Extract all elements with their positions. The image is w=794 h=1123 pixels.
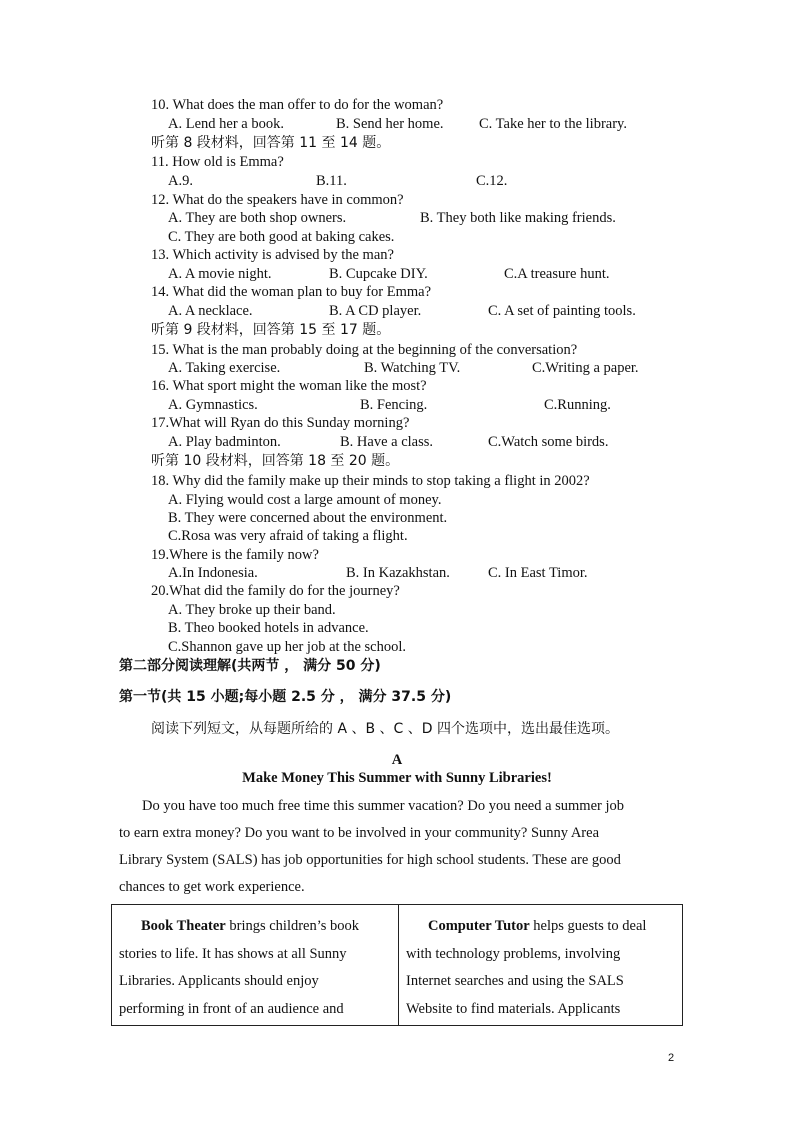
question-18: 18. Why did the family make up their minds to stop taking a flight in 2002? xyxy=(151,473,590,489)
question-10: 10. What does the man offer to do for the woman? xyxy=(151,97,444,113)
question-16: 16. What sport might the woman like the most? xyxy=(151,378,427,394)
q17-option-b: B. Have a class. xyxy=(340,434,434,450)
q16-option-a: A. Gymnastics. xyxy=(168,397,258,413)
intro-line-3: Library System (SALS) has job opportunities for high school students. These are good xyxy=(119,852,621,868)
table-divider xyxy=(398,905,399,1025)
q12-option-c: C. They are both good at baking cakes. xyxy=(168,229,395,245)
book-theater-heading: Book Theater xyxy=(141,918,226,934)
q10-option-a: A. Lend her a book. xyxy=(168,116,284,132)
q15-option-a: A. Taking exercise. xyxy=(168,360,281,376)
material-note-10: 听第 10 段材料，回答第 18 至 20 题。 xyxy=(151,453,400,469)
book-theater-line-1: brings children’s book xyxy=(225,918,360,934)
book-theater-line-2: stories to life. It has shows at all Sunny xyxy=(119,945,347,962)
q10-option-c: C. Take her to the library. xyxy=(479,116,627,132)
q14-option-b: B. A CD player. xyxy=(329,303,422,319)
q15-option-b: B. Watching TV. xyxy=(364,360,461,376)
computer-tutor-line-1: helps guests to deal xyxy=(529,918,647,934)
computer-tutor-heading: Computer Tutor xyxy=(428,918,530,934)
q19-option-a: A.In Indonesia. xyxy=(168,565,258,581)
material-note-9: 听第 9 段材料，回答第 15 至 17 题。 xyxy=(151,322,391,338)
question-20: 20.What did the family do for the journey? xyxy=(151,583,400,599)
question-15: 15. What is the man probably doing at the beginning of the conversation? xyxy=(151,342,578,358)
q18-option-c: C.Rosa was very afraid of taking a flight. xyxy=(168,528,408,544)
q10-option-b: B. Send her home. xyxy=(336,116,444,132)
question-19: 19.Where is the family now? xyxy=(151,547,319,563)
page-number: 2 xyxy=(668,1052,675,1064)
q16-option-c: C.Running. xyxy=(544,397,611,413)
question-11: 11. How old is Emma? xyxy=(151,154,284,170)
reading-instruction: 阅读下列短文，从每题所给的 A 、B 、C 、D 四个选项中，选出最佳选项。 xyxy=(151,721,619,737)
q20-option-a: A. They broke up their band. xyxy=(168,602,336,618)
q18-option-b: B. They were concerned about the environment. xyxy=(168,510,448,526)
q12-option-a: A. They are both shop owners. xyxy=(168,210,347,226)
computer-tutor-line-4: Website to find materials. Applicants xyxy=(406,1000,621,1017)
q16-option-b: B. Fencing. xyxy=(360,397,428,413)
q11-option-b: B.11. xyxy=(316,173,347,189)
question-17: 17.What will Ryan do this Sunday morning? xyxy=(151,415,410,431)
intro-line-2: to earn extra money? Do you want to be involved in your community? Sunny Area xyxy=(119,825,600,841)
intro-line-4: chances to get work experience. xyxy=(119,879,305,895)
q17-option-c: C.Watch some birds. xyxy=(488,434,609,450)
q12-option-b: B. They both like making friends. xyxy=(420,210,616,226)
q15-option-c: C.Writing a paper. xyxy=(532,360,639,376)
intro-line-1: Do you have too much free time this summer vacation? Do you need a summer job xyxy=(142,798,624,814)
book-theater-line-4: performing in front of an audience and xyxy=(119,1000,344,1017)
q19-option-c: C. In East Timor. xyxy=(488,565,588,581)
q13-option-c: C.A treasure hunt. xyxy=(504,266,610,282)
q11-option-c: C.12. xyxy=(476,173,508,189)
question-13: 13. Which activity is advised by the man? xyxy=(151,247,394,263)
q19-option-b: B. In Kazakhstan. xyxy=(346,565,450,581)
part2-title: 第二部分阅读理解(共两节 ， 满分 50 分) xyxy=(119,658,381,674)
book-theater-line-3: Libraries. Applicants should enjoy xyxy=(119,973,319,989)
q13-option-a: A. A movie night. xyxy=(168,266,272,282)
passage-letter: A xyxy=(391,752,403,768)
q20-option-b: B. Theo booked hotels in advance. xyxy=(168,620,369,636)
q17-option-a: A. Play badminton. xyxy=(168,434,281,450)
q14-option-c: C. A set of painting tools. xyxy=(488,303,636,319)
question-12: 12. What do the speakers have in common? xyxy=(151,192,404,208)
job-table xyxy=(111,904,683,1026)
q18-option-a: A. Flying would cost a large amount of money. xyxy=(168,492,442,508)
question-14: 14. What did the woman plan to buy for Emma? xyxy=(151,284,432,300)
book-theater-cell xyxy=(119,913,391,1023)
computer-tutor-cell xyxy=(406,913,678,1023)
computer-tutor-line-3: Internet searches and using the SALS xyxy=(406,973,624,989)
material-note-8: 听第 8 段材料，回答第 11 至 14 题。 xyxy=(151,135,391,151)
q11-option-a: A.9. xyxy=(168,173,193,189)
q14-option-a: A. A necklace. xyxy=(168,303,253,319)
q20-option-c: C.Shannon gave up her job at the school. xyxy=(168,639,406,655)
passage-title: Make Money This Summer with Sunny Libraries! xyxy=(242,770,552,786)
section1-title: 第一节(共 15 小题;每小题 2.5 分 ， 满分 37.5 分) xyxy=(119,689,452,705)
computer-tutor-line-2: with technology problems, involving xyxy=(406,945,621,962)
q13-option-b: B. Cupcake DIY. xyxy=(329,266,428,282)
